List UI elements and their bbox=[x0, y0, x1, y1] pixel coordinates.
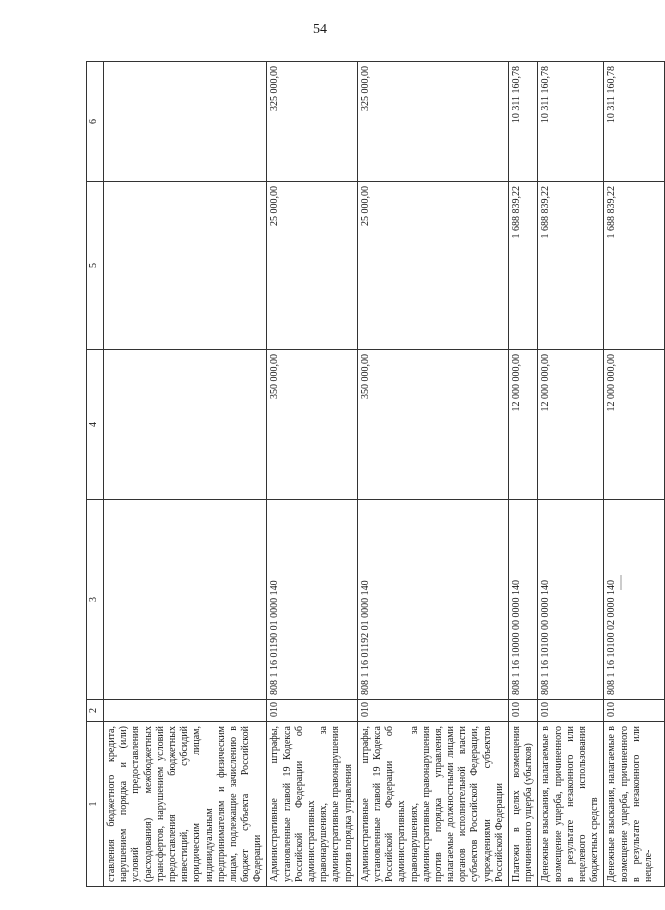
budget-revenue-table bbox=[86, 61, 665, 887]
row-admin-code: 010 bbox=[604, 700, 665, 722]
row-col4-value: 12 000 000,00 bbox=[509, 350, 538, 500]
row-col6-value: 325 000,00 bbox=[357, 62, 508, 182]
row-col4-value: 350 000,00 bbox=[357, 350, 508, 500]
row-budget-code: 808 1 16 10000 00 0000 140 bbox=[509, 500, 538, 700]
table-row bbox=[104, 62, 267, 887]
header-col-2: 2 bbox=[87, 700, 104, 722]
row-budget-code: 808 1 16 01192 01 0000 140 bbox=[357, 500, 508, 700]
row-name: ставления бюджетного кредита, нарушением порядка и (или) условий предоставления (расходования) межбюджетных трансфертов, нарушением условий предоставления бюджетных инвестиций, субсидий юридическим лицам, индивидуальным предпринимателям и физическим лицам, подлежащие зачислению в бюджет субъекта Российской Федерации bbox=[104, 722, 267, 887]
row-col4-value: 12 000 000,00 bbox=[604, 350, 665, 500]
rotated-table-container bbox=[86, 62, 654, 887]
row-budget-code: 808 1 16 10100 00 0000 140 bbox=[538, 500, 604, 700]
table-row bbox=[357, 62, 508, 887]
header-col-5: 5 bbox=[87, 182, 104, 350]
row-col5-value: 25 000,00 bbox=[267, 182, 357, 350]
row-col6-value bbox=[104, 62, 267, 182]
header-col-4: 4 bbox=[87, 350, 104, 500]
table-row bbox=[538, 62, 604, 887]
row-budget-code bbox=[104, 500, 267, 700]
row-name: Платежи в целях возмещения причиненного ущерба (убытков) bbox=[509, 722, 538, 887]
row-col5-value: 1 688 839,22 bbox=[538, 182, 604, 350]
scan-edge-line bbox=[620, 0, 622, 905]
row-col6-value: 10 311 160,78 bbox=[538, 62, 604, 182]
row-name: Денежные взыскания, налагаемые в возмещение ущерба, причиненного в результате незаконного или нецеле- bbox=[604, 722, 665, 887]
table-row bbox=[267, 62, 357, 887]
row-name: Денежные взыскания, налагаемые в возмещение ущерба, причиненного в результате незаконного или нецелевого использования бюджетных средств bbox=[538, 722, 604, 887]
row-admin-code: 010 bbox=[357, 700, 508, 722]
row-col6-value: 10 311 160,78 bbox=[509, 62, 538, 182]
table-row bbox=[604, 62, 665, 887]
header-col-1: 1 bbox=[87, 722, 104, 887]
row-col4-value bbox=[104, 350, 267, 500]
row-admin-code bbox=[104, 700, 267, 722]
row-budget-code: 808 1 16 10100 02 0000 140 bbox=[604, 500, 665, 700]
row-name: Административные штрафы, установленные главой 19 Кодекса Российской Федерации об административных правонарушениях, за административные правонарушения против порядка управления, налагаемые должностными лицами органов исполнительной власти субъектов Российской Федерации, учреждениями субъектов Российской Федерации bbox=[357, 722, 508, 887]
table-row bbox=[509, 62, 538, 887]
row-col5-value: 1 688 839,22 bbox=[509, 182, 538, 350]
row-col6-value: 10 311 160,78 bbox=[604, 62, 665, 182]
row-col4-value: 12 000 000,00 bbox=[538, 350, 604, 500]
row-col5-value: 25 000,00 bbox=[357, 182, 508, 350]
row-col6-value: 325 000,00 bbox=[267, 62, 357, 182]
header-col-6: 6 bbox=[87, 62, 104, 182]
row-name: Административные штрафы, установленные главой 19 Кодекса Российской Федерации об административных правонарушениях, за административные правонарушения против порядка управления bbox=[267, 722, 357, 887]
header-col-3: 3 bbox=[87, 500, 104, 700]
row-admin-code: 010 bbox=[538, 700, 604, 722]
row-col5-value bbox=[104, 182, 267, 350]
page-number: 54 bbox=[313, 22, 327, 37]
table-header-row bbox=[87, 62, 104, 887]
row-col5-value: 1 688 839,22 bbox=[604, 182, 665, 350]
row-col4-value: 350 000,00 bbox=[267, 350, 357, 500]
scan-edge-mark bbox=[620, 0, 622, 905]
row-budget-code: 808 1 16 01190 01 0000 140 bbox=[267, 500, 357, 700]
row-admin-code: 010 bbox=[267, 700, 357, 722]
row-admin-code: 010 bbox=[509, 700, 538, 722]
